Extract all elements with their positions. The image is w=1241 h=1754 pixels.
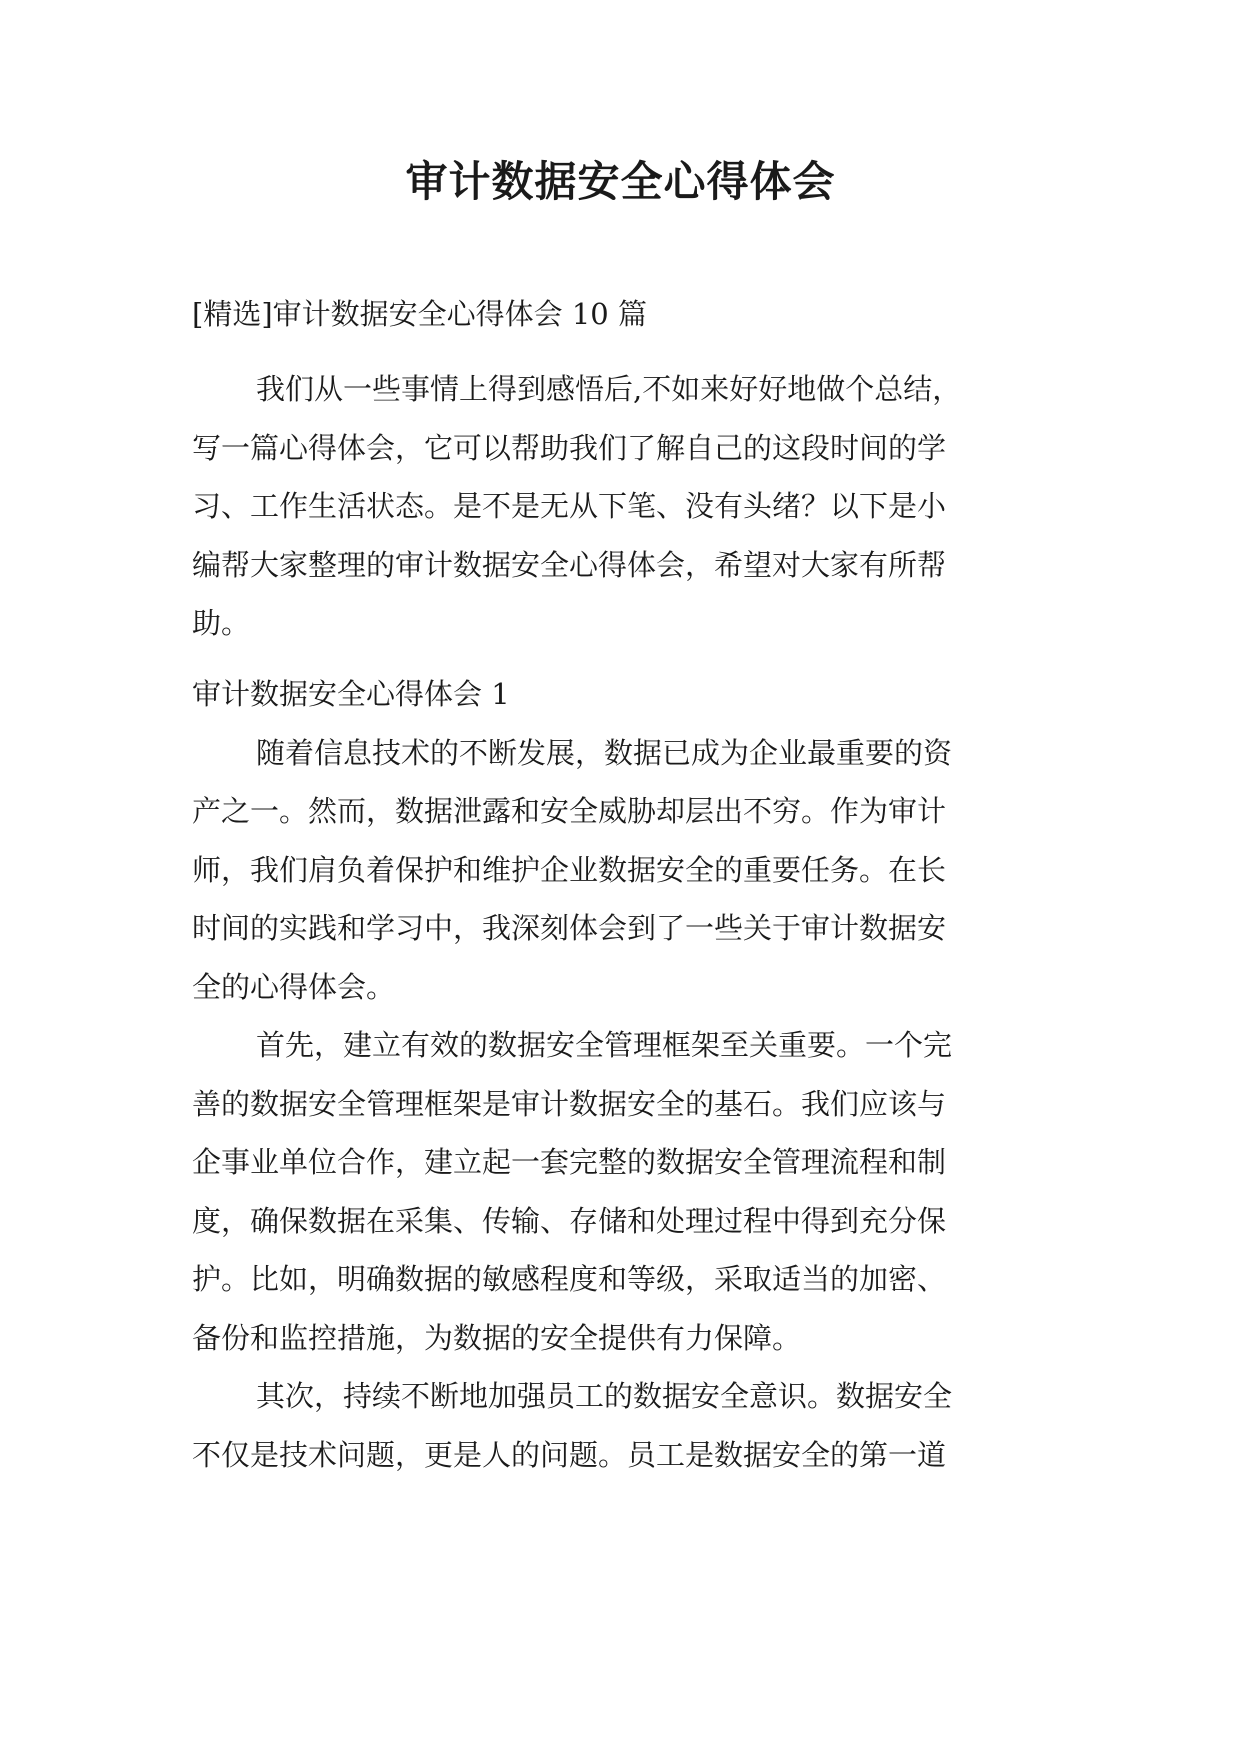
intro-line: 写一篇心得体会，它可以帮助我们了解自己的这段时间的学 [192,430,947,465]
intro-line: 我们从一些事情上得到感悟后,不如来好好地做个总结， [256,372,962,406]
section-paragraph [192,1367,1054,1484]
document-subtitle: [精选]审计数据安全心得体会 10 篇 [192,297,647,331]
paragraph-line: 其次，持续不断地加强员工的数据安全意识。数据安全 [256,1379,953,1413]
paragraph-line: 善的数据安全管理框架是审计数据安全的基石。我们应该与 [192,1086,947,1121]
document-title: 审计数据安全心得体会 [405,157,836,206]
paragraph-line: 全的心得体会。 [192,969,396,1004]
paragraph-line: 不仅是技术问题，更是人的问题。员工是数据安全的第一道 [192,1437,947,1472]
intro-line: 助。 [192,606,251,640]
paragraph-line: 度，确保数据在采集、传输、存储和处理过程中得到充分保 [192,1203,947,1238]
intro-line: 习、工作生活状态。是不是无从下笔、没有头绪？以下是小 [192,489,947,523]
intro-paragraph [192,360,1054,653]
paragraph-line: 时间的实践和学习中，我深刻体会到了一些关于审计数据安 [192,911,947,945]
paragraph-line: 首先，建立有效的数据安全管理框架至关重要。一个完 [256,1028,953,1062]
section-heading: 审计数据安全心得体会 1 [192,677,510,711]
intro-line: 编帮大家整理的审计数据安全心得体会，希望对大家有所帮 [192,547,947,582]
paragraph-line: 护。比如，明确数据的敏感程度和等级，采取适当的加密、 [192,1262,947,1296]
section-paragraph [192,724,1054,1017]
paragraph-line: 师，我们肩负着保护和维护企业数据安全的重要任务。在长 [192,852,947,887]
section-paragraph [192,1016,1054,1367]
paragraph-line: 产之一。然而，数据泄露和安全威胁却层出不穷。作为审计 [192,794,947,828]
paragraph-line: 备份和监控措施，为数据的安全提供有力保障。 [192,1320,802,1355]
paragraph-line: 随着信息技术的不断发展，数据已成为企业最重要的资 [256,735,953,770]
paragraph-line: 企事业单位合作，建立起一套完整的数据安全管理流程和制 [192,1145,947,1179]
section-1 [192,665,1054,1484]
